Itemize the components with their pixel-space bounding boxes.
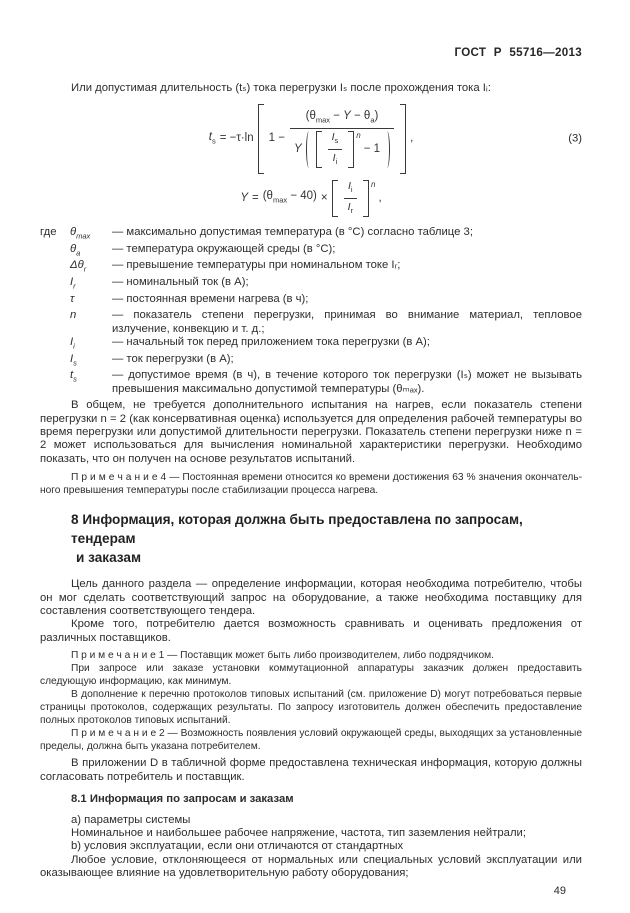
theta-max-sub: max	[315, 114, 331, 124]
note-4: П р и м е ч а н и е 4 — Постоянная времени относится ко времени достижения 63 % значения окончательного превышения температуры после стабилизации процесса нагрева.	[40, 472, 582, 497]
theta-open: (θ	[262, 190, 273, 203]
inner-fraction-bar	[328, 149, 343, 150]
symbol-n: n	[70, 309, 77, 322]
symbol-theta-max: $\theta_{max}$	[70, 226, 91, 241]
spacer	[40, 293, 69, 310]
symbol-theta-a: $\theta_a$	[70, 242, 81, 257]
var-i: I	[347, 179, 351, 192]
item-a-label: a) параметры системы	[71, 813, 191, 826]
theta-term	[263, 190, 317, 206]
definition-row	[40, 309, 582, 336]
definition-row	[40, 353, 582, 370]
numerator-expression	[306, 110, 379, 126]
inner-denominator	[329, 152, 342, 168]
right-paren	[384, 131, 390, 168]
current-ii	[333, 152, 338, 168]
definition-row	[40, 276, 582, 293]
current-is	[332, 131, 339, 147]
minus-one: − 1	[363, 142, 381, 155]
exponent-n: n	[356, 130, 361, 140]
document-header: ГОСТ Р 55716—2013	[454, 46, 582, 59]
current-ii	[348, 180, 353, 196]
inner-left-bracket	[316, 131, 322, 168]
symbol-i-r: $I_r$	[70, 275, 76, 291]
definition-text: — начальный ток перед приложением тока перегрузки (в А);	[112, 336, 430, 349]
paragraph-general: В общем, не требуется дополнительного испытания на нагрев, если показатель степени перегрузки n = 2 (как консервативная оценка) используется для определения рабочей температуры во время перегрузки или допустимой длительности перегрузки. Показатель степени перегрузки ниже n = 2 может использоваться для вычисления номинальной характеристики перегрузки. Необходимо показать, что он получен на основе результатов испытаний.	[40, 399, 582, 465]
subsection-8-1-title: 8.1 Информация по запросам и заказам	[71, 793, 294, 806]
theta-open: (θ	[305, 109, 316, 122]
main-fraction	[290, 110, 394, 168]
symbol-definitions	[40, 226, 582, 396]
where-label: где	[40, 226, 57, 238]
main-numerator	[302, 110, 383, 126]
var-y: Y	[343, 109, 351, 122]
note-1: П р и м е ч а н и е 1 — Поставщик может быть либо производителем, либо подрядчиком.	[71, 650, 495, 662]
section-8-title-line1: 8 Информация, которая должна быть предоставлена по запросам, тендерам	[71, 512, 523, 547]
definition-text: — ток перегрузки (в А);	[112, 352, 234, 365]
inner-numerator	[328, 131, 343, 147]
symbol-delta-theta-r: $\Delta\theta_r$	[70, 259, 87, 274]
spacer	[40, 259, 69, 276]
section-8-paragraph-4: В дополнение к перечню протоколов типовых испытаний (см. приложение D) могут потребоваться первые страницы протоколов, содержащих результаты. По запросу изготовитель должен обеспечить предоставление полных протоколов типовых испытаний.	[40, 689, 582, 727]
inner-right-bracket	[348, 131, 354, 168]
var-i2: I	[347, 200, 351, 213]
formula-3-operator: = −τ·ln	[219, 132, 254, 145]
formula-3-block	[40, 104, 582, 174]
equals-sign: =	[252, 191, 259, 204]
item-b-label: b) условия эксплуатации, если они отличаются от стандартных	[71, 840, 404, 853]
spacer	[40, 369, 69, 396]
spacer	[40, 243, 69, 260]
y-numerator	[344, 180, 357, 196]
minus-theta: − θ	[350, 109, 371, 122]
notes-block	[40, 649, 582, 753]
definition-row	[40, 293, 582, 310]
symbol-i-i: $I_i$	[70, 336, 75, 351]
var-i: I	[331, 130, 335, 143]
spacer	[40, 309, 69, 336]
item-b-text: Любое условие, отклоняющееся от нормальных или специальных условий эксплуатации или оказывающее влияние на удовлетворительную работу оборудования;	[40, 853, 582, 880]
definition-row	[40, 259, 582, 276]
note-2: П р и м е ч а н и е 2 — Возможность появления условий окружающей среды, выходящих за установленные пределы, должна быть указана потребителем.	[40, 728, 582, 753]
left-bracket	[332, 180, 338, 217]
right-bracket	[363, 180, 369, 217]
one-minus: 1 −	[268, 132, 285, 145]
equation-number: (3)	[568, 132, 582, 145]
theta-a-sub: a	[370, 114, 375, 124]
var-i2-sub: i	[335, 157, 338, 167]
item-a-text: Номинальное и наибольшее рабочее напряжение, частота, тип заземления нейтрали;	[71, 826, 526, 839]
definition-text: — температура окружающей среды (в °С);	[112, 242, 336, 255]
var-y-lhs: Y	[240, 191, 248, 204]
symbol-tau: τ	[70, 292, 75, 305]
spacer	[40, 336, 69, 353]
y-denominator	[344, 201, 357, 217]
spacer	[40, 276, 69, 293]
var-i-sub: i	[350, 184, 353, 194]
minus-forty: − 40)	[287, 190, 317, 203]
definition-text: — превышение температуры при номинальном токе Iᵣ;	[112, 259, 401, 272]
minus-sign: −	[330, 109, 344, 122]
denominator-y: Y	[293, 142, 302, 155]
var-t-sub: s	[211, 135, 216, 145]
definition-row	[40, 336, 582, 353]
y-fraction-bar	[344, 198, 357, 199]
intro-paragraph: Или допустимая длительность (tₛ) тока перегрузки Iₛ после прохождения тока Iᵢ:	[71, 82, 491, 95]
fraction-bar	[290, 128, 394, 129]
definition-text: — постоянная времени нагрева (в ч);	[112, 292, 309, 305]
definition-row	[40, 226, 582, 243]
section-8-title-line2: и заказам	[76, 550, 141, 566]
var-i2: I	[332, 151, 336, 164]
section-8-paragraph-3: При запросе или заказе установки коммутационной аппаратуры заказчик должен предоставить следующую информацию, как минимум.	[40, 663, 582, 688]
definition-row	[40, 369, 582, 396]
main-denominator	[290, 131, 394, 168]
var-t: t	[208, 130, 212, 143]
exponent-n: n	[371, 179, 376, 189]
formula-y	[40, 180, 582, 217]
formula-3	[40, 104, 582, 174]
trailing-comma: ,	[410, 132, 414, 145]
section-8-paragraph-2: Кроме того, потребителю дается возможность сравнивать и оценивать предложения от различных поставщиков.	[40, 618, 582, 644]
spacer	[40, 353, 69, 370]
section-8-paragraph-5: В приложении D в табличной форме предоставлена техническая информация, которую должны согласовать потребитель и поставщик.	[40, 757, 582, 783]
multiply-sign: ×	[320, 191, 328, 204]
page-number: 49	[553, 884, 566, 897]
definition-text: — показатель степени перегрузки, принимая во внимание материал, тепловое излучение, конвекцию и т. д.;	[112, 309, 582, 335]
definition-text: — максимально допустимая температура (в °С) согласно таблице 3;	[112, 226, 473, 238]
var-i2-sub: r	[350, 206, 353, 215]
close-paren-char: )	[374, 109, 379, 122]
outer-left-bracket	[258, 104, 264, 174]
theta-max-sub: max	[272, 195, 288, 205]
definition-text: — допустимое время (в ч), в течение которого ток перегрузки (Iₛ) может не вызывать превышения максимально допустимой температуры (θₘₐₓ).	[112, 369, 582, 395]
y-fraction	[344, 180, 357, 217]
definition-row	[40, 243, 582, 260]
trailing-comma: ,	[378, 191, 382, 204]
var-i-sub: s	[334, 135, 339, 145]
formula-3-lhs	[209, 131, 216, 147]
definition-text: — номинальный ток (в А);	[112, 275, 249, 288]
symbol-t-s: $t_s$	[70, 369, 77, 384]
inner-fraction	[328, 131, 343, 168]
symbol-i-s: $I_s$	[70, 352, 77, 367]
outer-right-bracket	[400, 104, 406, 174]
section-8-title	[40, 510, 582, 567]
section-8-paragraph-1: Цель данного раздела — определение информации, которая необходима потребителю, чтобы он мог сделать соответствующий запрос на оборудование, а также необходима поставщику для составления соответствующего тендера.	[40, 578, 582, 618]
left-paren	[306, 131, 312, 168]
current-ir	[348, 201, 353, 217]
